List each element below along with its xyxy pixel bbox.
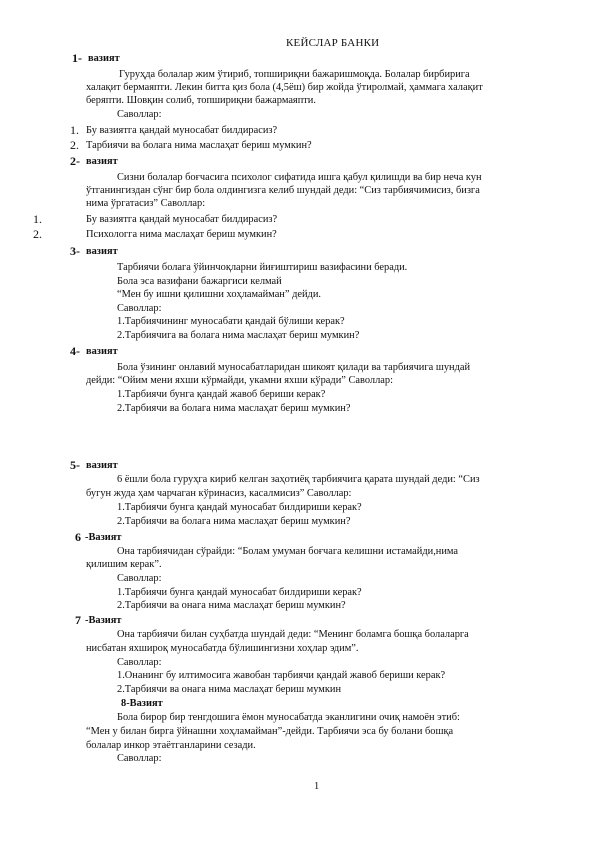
situation-1-question-2-number: 2. (70, 138, 79, 152)
situation-6-heading: -Вазият (85, 532, 122, 543)
situation-2-number: 2- (70, 154, 80, 168)
situation-3-text-2: Бола эса вазифани бажаргиси келмай (117, 276, 282, 287)
situation-1-question-1-number: 1. (70, 123, 79, 137)
situation-5-question-2: 2.Тарбиячи ва болага нима маслаҳат бериш мумкин? (117, 516, 351, 527)
situation-2-text-2: ўтганингиздан сўнг бир бола олдингизга келиб шундай деди: “Сиз тарбиячимисиз, бизга (86, 185, 480, 196)
situation-3-text-1: Тарбиячи болага ўйинчоқларни йиғиштириш вазифасини беради. (117, 262, 408, 273)
situation-4-question-2: 2.Тарбиячи ва болага нима маслаҳат бериш мумкин? (117, 403, 351, 414)
situation-5-text-2: бугун жуда ҳам чарчаган кўринасиз, касалмисиз” Саволлар: (86, 488, 352, 499)
situation-1-question-2: Тарбиячи ва болага нима маслаҳат бериш мумкин? (86, 140, 312, 151)
situation-7-text-1: Она тарбиячи билан суҳбатда шундай деди: “Менинг боламга бошқа болаларга (117, 629, 469, 640)
situation-5-heading: вазият (86, 460, 118, 471)
situation-4-question-1: 1.Тарбиячи бунга қандай жавоб бериши керак? (117, 389, 326, 400)
situation-5-text-1: 6 ёшли бола гуруҳга кириб келган заҳотиёқ тарбиячига қарата шундай деди: “Сиз (117, 474, 480, 485)
situation-2-question-1: Бу вазиятга қандай муносабат билдирасиз? (86, 214, 278, 225)
page-number: 1 (314, 781, 320, 792)
situation-3-text-3: “Мен бу ишни қилишни хоҳламайман” дейди. (117, 289, 321, 300)
situation-2-question-2-number: 2. (33, 227, 42, 241)
situation-7-number: 7 (75, 613, 81, 627)
situation-7-heading: -Вазият (85, 615, 122, 626)
situation-8-text-2: “Мен у билан бирга ўйнашни хоҳламайман”-дейди. Тарбиячи эса бу болани бошқа (86, 726, 454, 737)
situation-4-text-1: Бола ўзининг онлавий муносабатларидан шикоят қилади ва тарбиячига шундай (117, 362, 471, 373)
situation-3-question-1: 1.Тарбиячининг муносабати қандай бўлиши керак? (117, 316, 345, 327)
situation-3-number: 3- (70, 244, 80, 258)
situation-2-text-1: Сизни болалар боғчасига психолог сифатида ишга қабул қилишди ва бир неча кун (117, 172, 482, 183)
situation-8-text-1: Бола бирор бир тенгдошига ёмон муносабатда эканлигини очиқ намоён этиб: (117, 712, 460, 723)
situation-4-heading: вазият (86, 346, 118, 357)
situation-7-questions-label: Саволлар: (117, 657, 162, 668)
situation-7-text-2: нисбатан яхшироқ муносабатда бўлишингизни хоҳлар эдим”. (86, 643, 359, 654)
situation-2-text-3: нима ўргатасиз” Саволлар: (86, 198, 206, 209)
situation-4-text-2: дейди: “Ойим мени яхши кўрмайди, укамни яхши кўради” Саволлар: (86, 375, 393, 386)
situation-1-number: 1- (72, 51, 82, 65)
situation-2-heading: вазият (86, 156, 118, 167)
situation-1-text-2: халақит бермаяпти. Лекин битта қиз бола (4,5ёш) бир жойда ўтиролмай, ҳаммага халақит (86, 82, 483, 93)
situation-5-question-1: 1.Тарбиячи бунга қандай муносабат билдириши керак? (117, 502, 362, 513)
situation-1-heading: вазият (88, 53, 120, 64)
situation-6-text-1: Она тарбиячидан сўрайди: “Болам умуман боғчага келишни истамайди,нима (117, 546, 459, 557)
situation-8-text-3: болалар инкор этаётганларини сезади. (86, 740, 256, 751)
situation-1-text-1: Гуруҳда болалар жим ўтириб, топшириқни бажаришмоқда. Болалар бирбирига (119, 69, 470, 80)
situation-5-number: 5- (70, 458, 80, 472)
page-title: КЕЙСЛАР БАНКИ (286, 37, 380, 49)
situation-1-question-1: Бу вазиятга қандай муносабат билдирасиз? (86, 125, 278, 136)
situation-6-text-2: қилишим керак”. (86, 559, 162, 570)
situation-8-questions-label: Саволлар: (117, 753, 162, 764)
situation-6-number: 6 (75, 530, 81, 544)
situation-6-question-2: 2.Тарбиячи ва онага нима маслаҳат бериш мумкин? (117, 600, 346, 611)
situation-7-question-1: 1.Онанинг бу илтимосига жавобан тарбиячи қандай жавоб бериши керак? (117, 670, 446, 681)
situation-6-questions-label: Саволлар: (117, 573, 162, 584)
situation-8-heading: 8-Вазият (121, 698, 163, 709)
situation-1-text-3: беряпти. Шовқин солиб, топшириқни бажармаяпти. (86, 95, 316, 106)
situation-4-number: 4- (70, 344, 80, 358)
situation-3-questions-label: Саволлар: (117, 303, 162, 314)
situation-3-question-2: 2.Тарбиячига ва болага нима маслаҳат бериш мумкин? (117, 330, 360, 341)
situation-3-heading: вазият (86, 246, 118, 257)
situation-2-question-1-number: 1. (33, 212, 42, 226)
situation-6-question-1: 1.Тарбиячи бунга қандай муносабат билдириши керак? (117, 587, 362, 598)
situation-7-question-2: 2.Тарбиячи ва онага нима маслаҳат бериш мумкин (117, 684, 342, 695)
situation-1-questions-label: Саволлар: (117, 109, 162, 120)
situation-2-question-2: Психологга нима маслаҳат бериш мумкин? (86, 229, 277, 240)
